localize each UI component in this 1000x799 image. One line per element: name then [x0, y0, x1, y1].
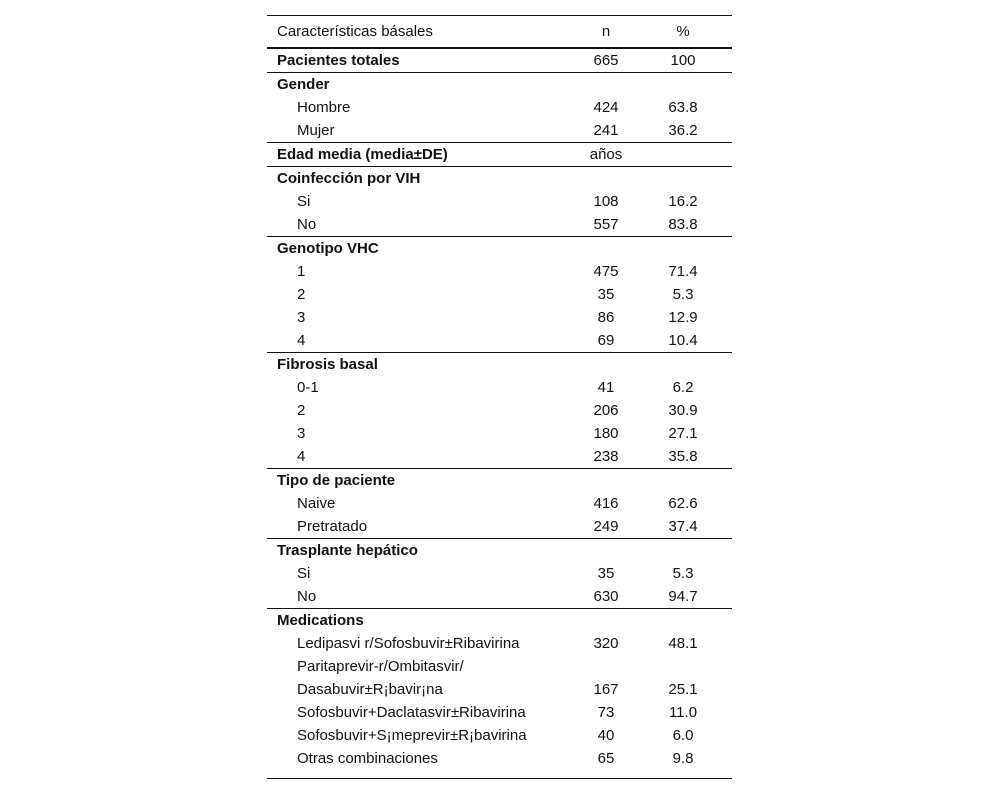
section-title: Coinfección por VIH	[277, 170, 421, 187]
row-pct: 12.9	[668, 309, 698, 326]
row-n: 475	[593, 263, 619, 280]
section-row	[267, 47, 732, 72]
row-n: 630	[593, 588, 619, 605]
section-title: Medications	[277, 612, 364, 629]
row-pct: 10.4	[668, 332, 698, 349]
row-label: Naive	[297, 495, 336, 512]
table-row	[267, 283, 732, 306]
row-n: 108	[593, 193, 619, 210]
row-pct: 5.3	[672, 286, 694, 303]
section-pct: 100	[670, 52, 696, 69]
row-label: 2	[297, 286, 306, 303]
row-n: 320	[593, 635, 619, 652]
row-pct: 6.2	[672, 379, 694, 396]
section-row	[267, 142, 732, 166]
row-label: Paritaprevir-r/Ombitasvir/	[297, 658, 464, 675]
section-title: Tipo de paciente	[277, 472, 396, 489]
row-label: 0-1	[297, 379, 319, 396]
section-title: Fibrosis basal	[277, 356, 378, 373]
table-row	[267, 213, 732, 236]
section-row	[267, 468, 732, 492]
section-row	[267, 352, 732, 376]
table-row	[267, 119, 732, 142]
row-pct: 9.8	[672, 750, 694, 767]
section-row	[267, 72, 732, 96]
row-label: 3	[297, 425, 306, 442]
row-n: 180	[593, 425, 619, 442]
baseline-characteristics-table	[267, 15, 732, 779]
row-label: Hombre	[297, 99, 351, 116]
header-n: n	[601, 23, 611, 40]
row-pct: 6.0	[672, 727, 694, 744]
row-label: Si	[297, 193, 311, 210]
row-pct: 5.3	[672, 565, 694, 582]
row-pct: 27.1	[668, 425, 698, 442]
row-n: 35	[597, 286, 615, 303]
row-pct: 62.6	[668, 495, 698, 512]
table-body	[267, 47, 732, 770]
row-label: Sofosbuvir+S¡meprevir±R¡bavirina	[297, 727, 527, 744]
row-pct: 36.2	[668, 122, 698, 139]
section-row	[267, 236, 732, 260]
row-label: Sofosbuvir+Daclatasvir±Ribavirina	[297, 704, 526, 721]
row-n: 238	[593, 448, 619, 465]
section-title: Trasplante hepático	[277, 542, 418, 559]
row-label: Dasabuvir±R¡bavir¡na	[297, 681, 443, 698]
row-label: Ledipasvi r/Sofosbuvir±Ribavirina	[297, 635, 520, 652]
header-label: Características básales	[277, 23, 433, 40]
row-n: 206	[593, 402, 619, 419]
row-pct: 71.4	[668, 263, 698, 280]
table-row	[267, 562, 732, 585]
row-pct: 48.1	[668, 635, 698, 652]
row-n: 167	[593, 681, 619, 698]
section-n: años	[589, 146, 623, 163]
section-title: Pacientes totales	[277, 52, 400, 69]
row-n: 241	[593, 122, 619, 139]
table-row	[267, 678, 732, 701]
table-row	[267, 190, 732, 213]
row-label: 1	[297, 263, 306, 280]
row-label: Otras combinaciones	[297, 750, 438, 767]
section-title: Gender	[277, 76, 330, 93]
table-row	[267, 260, 732, 283]
table-row	[267, 422, 732, 445]
table-row	[267, 96, 732, 119]
row-label: Pretratado	[297, 518, 368, 535]
row-n: 65	[597, 750, 615, 767]
row-n: 41	[597, 379, 615, 396]
row-label: Si	[297, 565, 311, 582]
section-n: 665	[593, 52, 619, 69]
table-row	[267, 585, 732, 608]
row-pct: 25.1	[668, 681, 698, 698]
table-row	[267, 399, 732, 422]
table-row	[267, 632, 732, 655]
row-pct: 35.8	[668, 448, 698, 465]
row-n: 249	[593, 518, 619, 535]
row-n: 73	[597, 704, 615, 721]
row-n: 69	[597, 332, 615, 349]
table-row	[267, 701, 732, 724]
table-row	[267, 329, 732, 352]
bottom-rule	[267, 770, 732, 779]
row-pct: 37.4	[668, 518, 698, 535]
section-row	[267, 538, 732, 562]
section-row	[267, 166, 732, 190]
row-pct: 30.9	[668, 402, 698, 419]
row-n: 40	[597, 727, 615, 744]
row-pct: 11.0	[668, 704, 698, 721]
table-row	[267, 747, 732, 770]
row-n: 424	[593, 99, 619, 116]
row-pct: 94.7	[668, 588, 698, 605]
table-header-row	[267, 16, 732, 47]
row-label: No	[297, 216, 317, 233]
section-title: Genotipo VHC	[277, 240, 379, 257]
row-label: 3	[297, 309, 306, 326]
row-label: Mujer	[297, 122, 335, 139]
row-n: 86	[597, 309, 615, 326]
row-label: No	[297, 588, 317, 605]
row-label: 2	[297, 402, 306, 419]
row-n: 35	[597, 565, 615, 582]
section-title: Edad media (media±DE)	[277, 146, 448, 163]
row-n: 557	[593, 216, 619, 233]
row-pct: 16.2	[668, 193, 698, 210]
header-pct: %	[676, 23, 690, 40]
table-row	[267, 445, 732, 468]
row-label: 4	[297, 448, 306, 465]
table-row	[267, 724, 732, 747]
row-n: 416	[593, 495, 619, 512]
row-label: 4	[297, 332, 306, 349]
table-row	[267, 306, 732, 329]
table-row	[267, 655, 732, 678]
table-row	[267, 515, 732, 538]
section-row	[267, 608, 732, 632]
row-pct: 63.8	[668, 99, 698, 116]
row-pct: 83.8	[668, 216, 698, 233]
table-row	[267, 492, 732, 515]
table-row	[267, 376, 732, 399]
